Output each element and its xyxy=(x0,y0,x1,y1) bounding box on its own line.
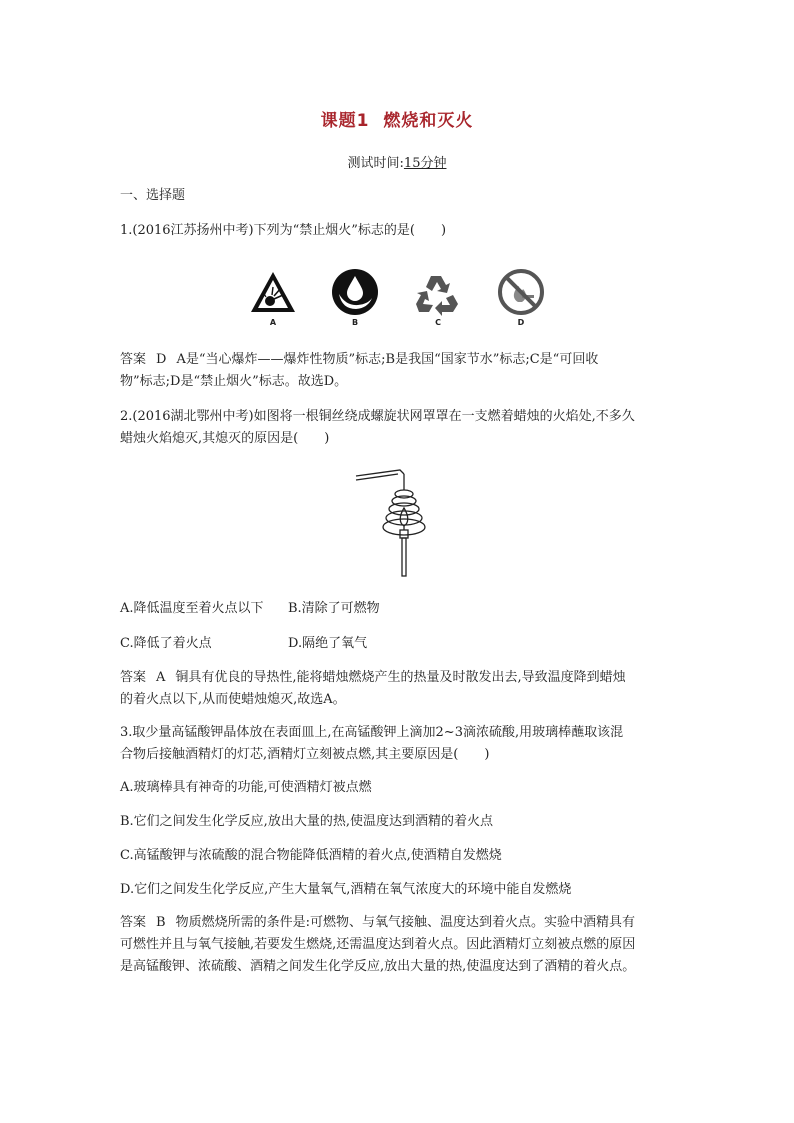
q2-answer-label: 答案 xyxy=(120,670,147,685)
q2-option-a[interactable]: A.降低温度至着火点以下 xyxy=(120,601,264,616)
lesson-name: 燃烧和灭火 xyxy=(383,111,474,131)
q2-stem-line-2: 蜡烛火焰熄灭,其熄灭的原因是( ) xyxy=(120,431,330,446)
q2-answer xyxy=(120,667,680,711)
q3-option-a[interactable]: A.玻璃棒具有神奇的功能,可使酒精灯被点燃 xyxy=(120,780,372,795)
q2-stem-line-1: 2.(2016湖北鄂州中考)如图将一根铜丝绕成螺旋状网罩罩在一支燃着蜡烛的火焰处,不多久 xyxy=(120,409,635,424)
q2-option-b[interactable]: B.清除了可燃物 xyxy=(288,601,380,616)
q2-answer-line-1 xyxy=(120,667,680,689)
q1-explanation-2: 物”标志;D是“禁止烟火”标志。故选D。 xyxy=(120,374,348,389)
q3-explanation-1: 物质燃烧所需的条件是:可燃物、与氧气接触、温度达到着火点。实验中酒精具有 xyxy=(175,915,635,930)
q2-answer-letter: A xyxy=(156,670,166,685)
q2-explanation-1: 铜具有优良的导热性,能将蜡烛燃烧产生的热量及时散发出去,导致温度降到蜡烛 xyxy=(175,670,626,685)
sign-c-label: C xyxy=(435,318,441,327)
water-saving-icon xyxy=(330,268,380,318)
q3-answer-label: 答案 xyxy=(120,915,147,930)
lesson-number: 课题1 xyxy=(320,111,370,131)
q3-stem-line-2: 合物后接触酒精灯的灯芯,酒精灯立刻被点燃,其主要原因是( ) xyxy=(120,747,490,762)
section-heading: 一、选择题 xyxy=(120,188,186,203)
q2-stem xyxy=(120,406,680,450)
q1-answer-line-1 xyxy=(120,349,680,371)
test-time xyxy=(0,152,794,171)
q2-figure xyxy=(348,466,448,578)
q2-options-row-1 xyxy=(120,599,680,619)
sign-b xyxy=(330,268,380,330)
q1-sign-images xyxy=(248,268,548,330)
q2-option-d[interactable]: D.隔绝了氧气 xyxy=(288,636,368,651)
q1-stem: 1.(2016江苏扬州中考)下列为“禁止烟火”标志的是( ) xyxy=(120,223,447,238)
q1-answer xyxy=(120,349,680,393)
q2-explanation-2: 的着火点以下,从而使蜡烛熄灭,故选A。 xyxy=(120,692,346,707)
sign-a xyxy=(248,268,298,330)
q3-option-d[interactable]: D.它们之间发生化学反应,产生大量氧气,酒精在氧气浓度大的环境中能自发燃烧 xyxy=(120,882,572,897)
sign-b-label: B xyxy=(351,318,359,327)
test-time-value: 15分钟 xyxy=(403,156,447,171)
sign-a-label: A xyxy=(269,318,277,327)
q3-answer-line-1 xyxy=(120,912,680,934)
q3-answer-letter: B xyxy=(156,915,166,930)
recycle-icon xyxy=(413,268,463,318)
q3-option-c[interactable]: C.高锰酸钾与浓硫酸的混合物能降低酒精的着火点,使酒精自发燃烧 xyxy=(120,848,502,863)
q3-option-b[interactable]: B.它们之间发生化学反应,放出大量的热,使温度达到酒精的着火点 xyxy=(120,814,493,829)
sign-d xyxy=(496,268,546,330)
q3-explanation-2: 可燃性并且与氧气接触,若要发生燃烧,还需温度达到着火点。因此酒精灯立刻被点燃的原因 xyxy=(120,937,636,952)
q2-options-row-2 xyxy=(120,634,680,654)
no-fire-icon xyxy=(496,268,546,318)
sign-c xyxy=(413,268,463,330)
q2-option-c[interactable]: C.降低了着火点 xyxy=(120,636,212,651)
q1-answer-label: 答案 xyxy=(120,352,147,367)
sign-d-label: D xyxy=(517,318,525,327)
q3-answer xyxy=(120,912,680,978)
copper-coil-candle-icon xyxy=(348,466,448,578)
test-time-label: 测试时间: xyxy=(347,156,404,171)
q1-answer-letter: D xyxy=(156,352,167,367)
q3-stem xyxy=(120,722,680,766)
q1-explanation-1: A是“当心爆炸——爆炸性物质”标志;B是我国“国家节水”标志;C是“可回收 xyxy=(176,352,599,367)
explosive-warning-icon xyxy=(248,268,298,318)
q3-explanation-3: 是高锰酸钾、浓硫酸、酒精之间发生化学反应,放出大量的热,使温度达到了酒精的着火点。 xyxy=(120,959,636,974)
q3-stem-line-1: 3.取少量高锰酸钾晶体放在表面皿上,在高锰酸钾上滴加2~3滴浓硫酸,用玻璃棒蘸取该混 xyxy=(120,725,624,740)
page-title xyxy=(0,106,794,131)
